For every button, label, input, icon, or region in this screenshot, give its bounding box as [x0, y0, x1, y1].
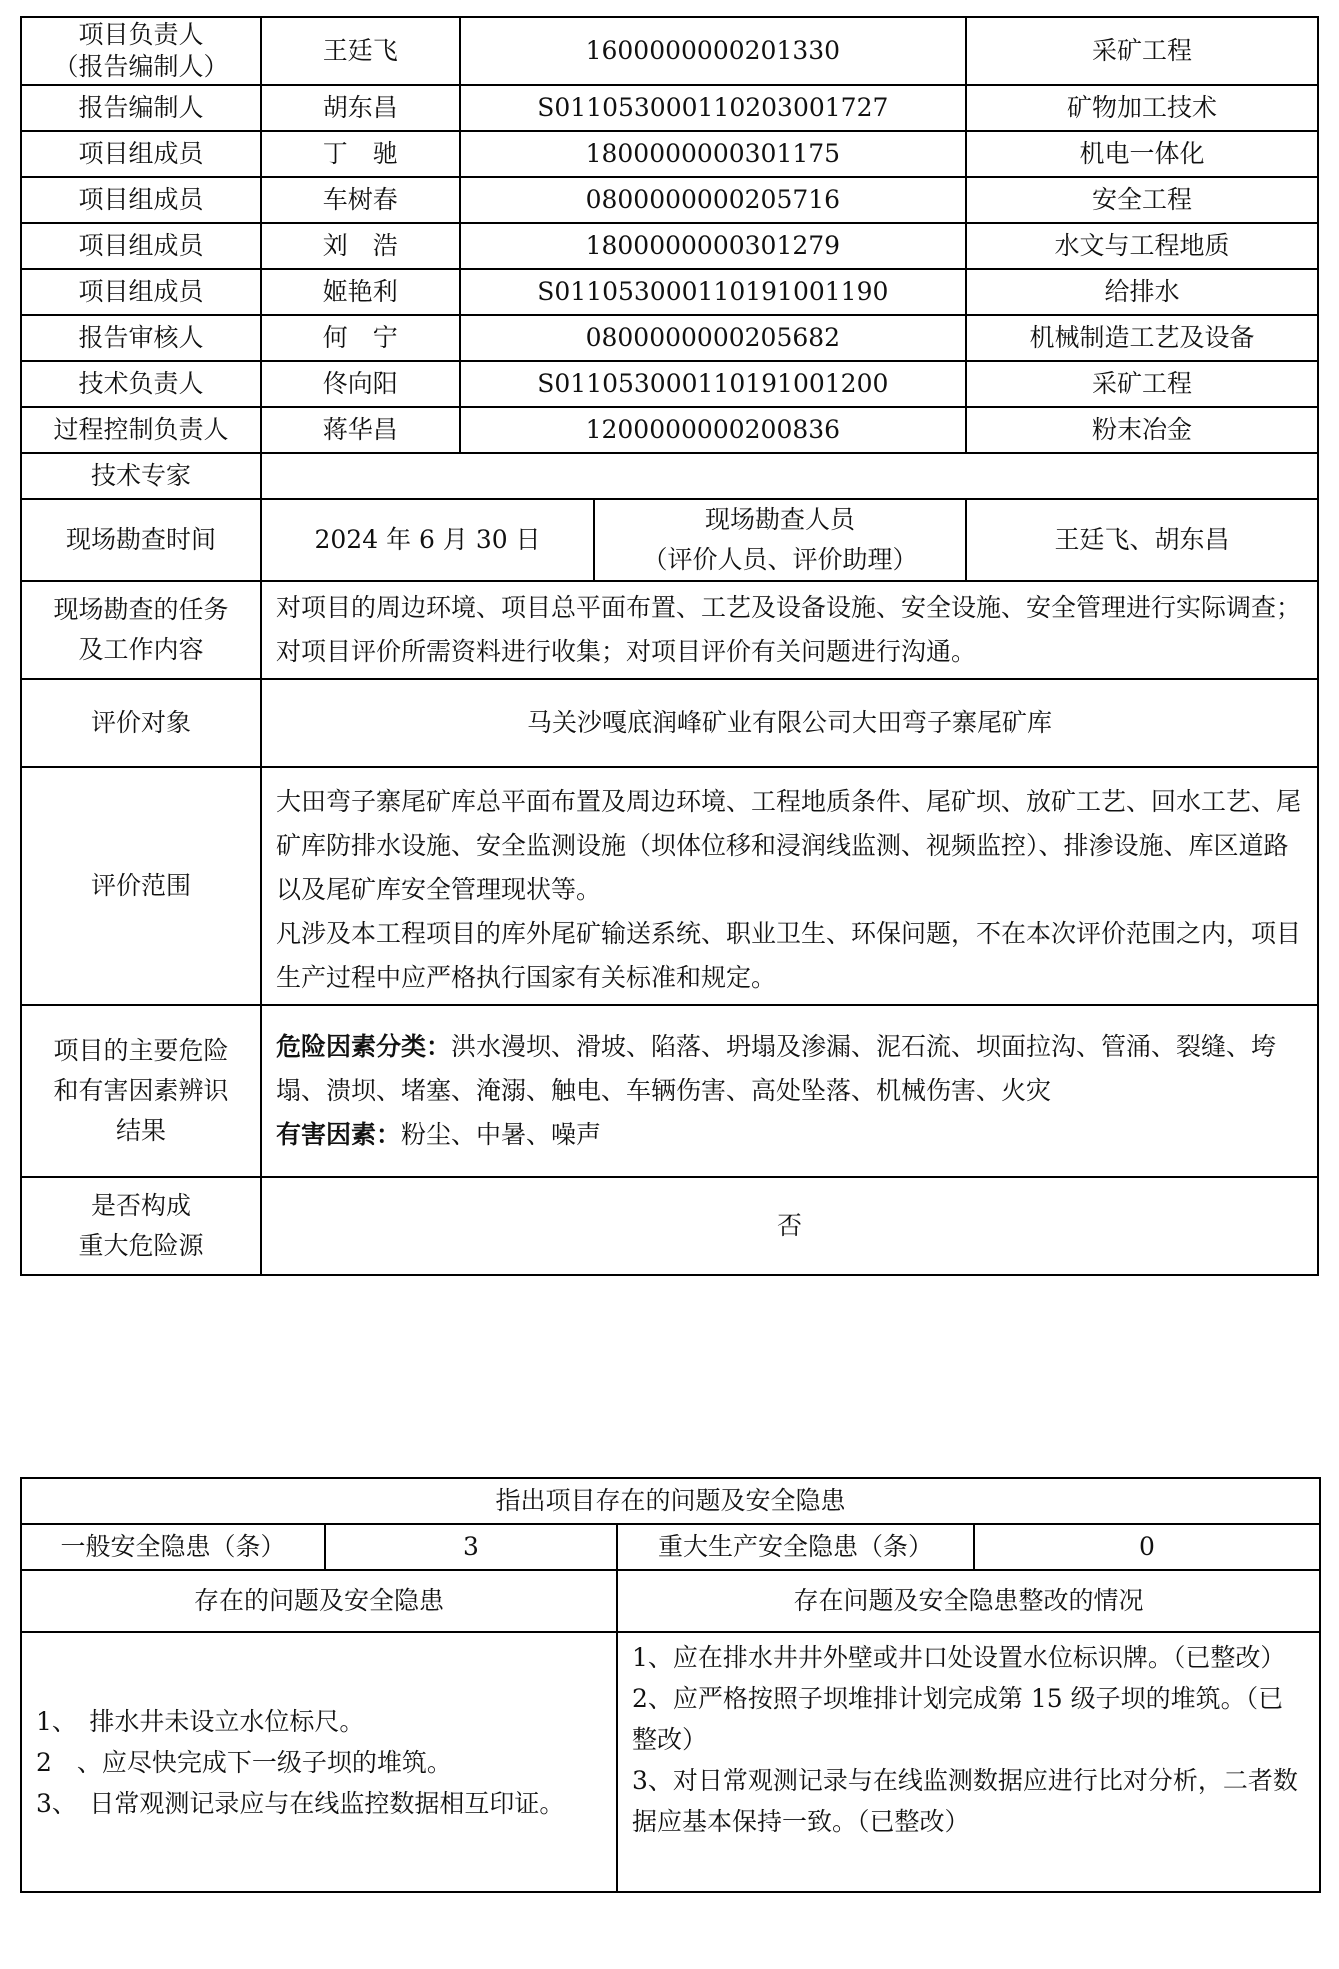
hazards-label-line2: 和有害因素辨识 — [53, 1076, 229, 1105]
personnel-name: 王廷飞 — [261, 17, 460, 85]
personnel-name: 刘 浩 — [261, 223, 460, 269]
personnel-rows — [21, 17, 1318, 453]
personnel-row — [21, 85, 1318, 131]
problems-list — [21, 1632, 617, 1892]
target-row — [21, 679, 1318, 767]
personnel-row — [21, 177, 1318, 223]
task-content: 对项目的周边环境、项目总平面布置、工艺及设备设施、安全设施、安全管理进行实际调查；对项目评价所需资料进行收集；对项目评价有关问题进行沟通。 — [261, 581, 1318, 679]
personnel-role: 技术负责人 — [21, 361, 261, 407]
fixes-list — [617, 1632, 1320, 1892]
issues-content-row — [21, 1632, 1320, 1892]
personnel-specialty: 矿物加工技术 — [966, 85, 1318, 131]
personnel-specialty: 采矿工程 — [966, 17, 1318, 85]
personnel-role: 过程控制负责人 — [21, 407, 261, 453]
personnel-cert: 1600000000201330 — [460, 17, 966, 85]
personnel-cert: 1800000000301279 — [460, 223, 966, 269]
personnel-row — [21, 407, 1318, 453]
personnel-cert: S011053000110191001190 — [460, 269, 966, 315]
major-hazard-label-line1: 是否构成 — [91, 1191, 192, 1220]
hazards-label-line3: 结果 — [116, 1116, 167, 1145]
personnel-role: 项目组成员 — [21, 177, 261, 223]
personnel-row — [21, 223, 1318, 269]
personnel-role: 项目负责人 （报告编制人） — [21, 17, 261, 85]
fixes-column-header: 存在问题及安全隐患整改的情况 — [617, 1570, 1320, 1632]
issues-count-row — [21, 1524, 1320, 1570]
personnel-row — [21, 17, 1318, 85]
survey-staff-value: 王廷飞、胡东昌 — [966, 499, 1318, 581]
list-item: 2 、应尽快完成下一级子坝的堆筑。 — [36, 1747, 452, 1777]
personnel-role: 报告编制人 — [21, 85, 261, 131]
major-hazard-count: 0 — [974, 1524, 1320, 1570]
problems-column-header: 存在的问题及安全隐患 — [21, 1570, 617, 1632]
personnel-name: 车树春 — [261, 177, 460, 223]
major-hazard-label — [21, 1177, 261, 1275]
harm-text: 粉尘、中暑、噪声 — [401, 1120, 602, 1149]
personnel-name: 胡东昌 — [261, 85, 460, 131]
survey-row — [21, 499, 1318, 581]
danger-text: 洪水漫坝、滑坡、陷落、坍塌及渗漏、泥石流、坝面拉沟、管涌、裂缝、垮塌、溃坝、堵塞、淹溺、触电、车辆伤害、高处坠落、机械伤害、火灾 — [276, 1032, 1277, 1105]
personnel-row — [21, 131, 1318, 177]
personnel-name: 丁 驰 — [261, 131, 460, 177]
survey-time-value: 2024 年 6 月 30 日 — [261, 499, 594, 581]
danger-factors — [276, 1025, 1303, 1113]
scope-label: 评价范围 — [21, 767, 261, 1005]
survey-staff-label — [594, 499, 966, 581]
task-label-line1: 现场勘查的任务 — [53, 595, 229, 624]
harm-title: 有害因素： — [276, 1120, 402, 1149]
target-label: 评价对象 — [21, 679, 261, 767]
general-hazard-label: 一般安全隐患（条） — [21, 1524, 325, 1570]
major-hazard-row — [21, 1177, 1318, 1275]
list-item: 2、应严格按照子坝堆排计划完成第 15 级子坝的堆筑。（已整改） — [632, 1684, 1284, 1754]
survey-staff-label-sub: （评价人员、评价助理） — [642, 545, 918, 574]
major-hazard-count-label: 重大生产安全隐患（条） — [617, 1524, 974, 1570]
personnel-cert: 1800000000301175 — [460, 131, 966, 177]
personnel-name: 蒋华昌 — [261, 407, 460, 453]
list-item: 1、应在排水井井外壁或井口处设置水位标识牌。（已整改） — [632, 1643, 1286, 1672]
list-item: 3、对日常观测记录与在线监测数据应进行比对分析，二者数据应基本保持一致。（已整改） — [632, 1766, 1298, 1836]
list-item: 3、 日常观测记录应与在线监控数据相互印证。 — [36, 1788, 565, 1818]
expert-label: 技术专家 — [21, 453, 261, 499]
personnel-cert: 0800000000205716 — [460, 177, 966, 223]
general-hazard-count: 3 — [325, 1524, 617, 1570]
personnel-cert: S011053000110191001200 — [460, 361, 966, 407]
personnel-role: 项目组成员 — [21, 131, 261, 177]
personnel-specialty: 安全工程 — [966, 177, 1318, 223]
personnel-row — [21, 269, 1318, 315]
personnel-name: 何 宁 — [261, 315, 460, 361]
personnel-specialty: 机电一体化 — [966, 131, 1318, 177]
list-item: 1、 排水井未设立水位标尺。 — [36, 1706, 365, 1736]
hazards-row — [21, 1005, 1318, 1177]
scope-para2: 凡涉及本工程项目的库外尾矿输送系统、职业卫生、环保问题，不在本次评价范围之内，项目生产过程中应严格执行国家有关标准和规定。 — [276, 919, 1302, 992]
danger-title: 危险因素分类： — [276, 1032, 452, 1061]
major-hazard-label-line2: 重大危险源 — [78, 1231, 204, 1260]
personnel-role: 报告审核人 — [21, 315, 261, 361]
personnel-specialty: 采矿工程 — [966, 361, 1318, 407]
personnel-role: 项目组成员 — [21, 269, 261, 315]
personnel-cert: 1200000000200836 — [460, 407, 966, 453]
issues-heading-row — [21, 1478, 1320, 1524]
issues-columns-row — [21, 1570, 1320, 1632]
expert-value — [261, 453, 1318, 499]
personnel-specialty: 给排水 — [966, 269, 1318, 315]
personnel-role: 项目组成员 — [21, 223, 261, 269]
personnel-name: 佟向阳 — [261, 361, 460, 407]
personnel-name: 姬艳利 — [261, 269, 460, 315]
scope-row — [21, 767, 1318, 1005]
expert-row — [21, 453, 1318, 499]
hazards-label — [21, 1005, 261, 1177]
personnel-cert: S011053000110203001727 — [460, 85, 966, 131]
task-label — [21, 581, 261, 679]
target-value: 马关沙嘎底润峰矿业有限公司大田弯子寨尾矿库 — [261, 679, 1318, 767]
hazards-label-line1: 项目的主要危险 — [53, 1036, 229, 1065]
scope-content — [261, 767, 1318, 1005]
issues-table — [20, 1477, 1321, 1893]
harm-factors — [276, 1113, 1303, 1157]
personnel-row — [21, 361, 1318, 407]
personnel-specialty: 水文与工程地质 — [966, 223, 1318, 269]
personnel-cert: 0800000000205682 — [460, 315, 966, 361]
major-hazard-value: 否 — [261, 1177, 1318, 1275]
personnel-row — [21, 315, 1318, 361]
issues-heading: 指出项目存在的问题及安全隐患 — [21, 1478, 1320, 1524]
personnel-specialty: 机械制造工艺及设备 — [966, 315, 1318, 361]
personnel-specialty: 粉末冶金 — [966, 407, 1318, 453]
survey-staff-label-main: 现场勘查人员 — [705, 505, 856, 534]
task-row — [21, 581, 1318, 679]
report-info-table — [20, 16, 1319, 1276]
survey-time-label: 现场勘查时间 — [21, 499, 261, 581]
task-label-line2: 及工作内容 — [78, 635, 204, 664]
hazards-content — [261, 1005, 1318, 1177]
scope-para1: 大田弯子寨尾矿库总平面布置及周边环境、工程地质条件、尾矿坝、放矿工艺、回水工艺、尾矿库防排水设施、安全监测设施（坝体位移和浸润线监测、视频监控）、排渗设施、库区道路以及尾矿库安全管理现状等。 — [276, 787, 1302, 904]
